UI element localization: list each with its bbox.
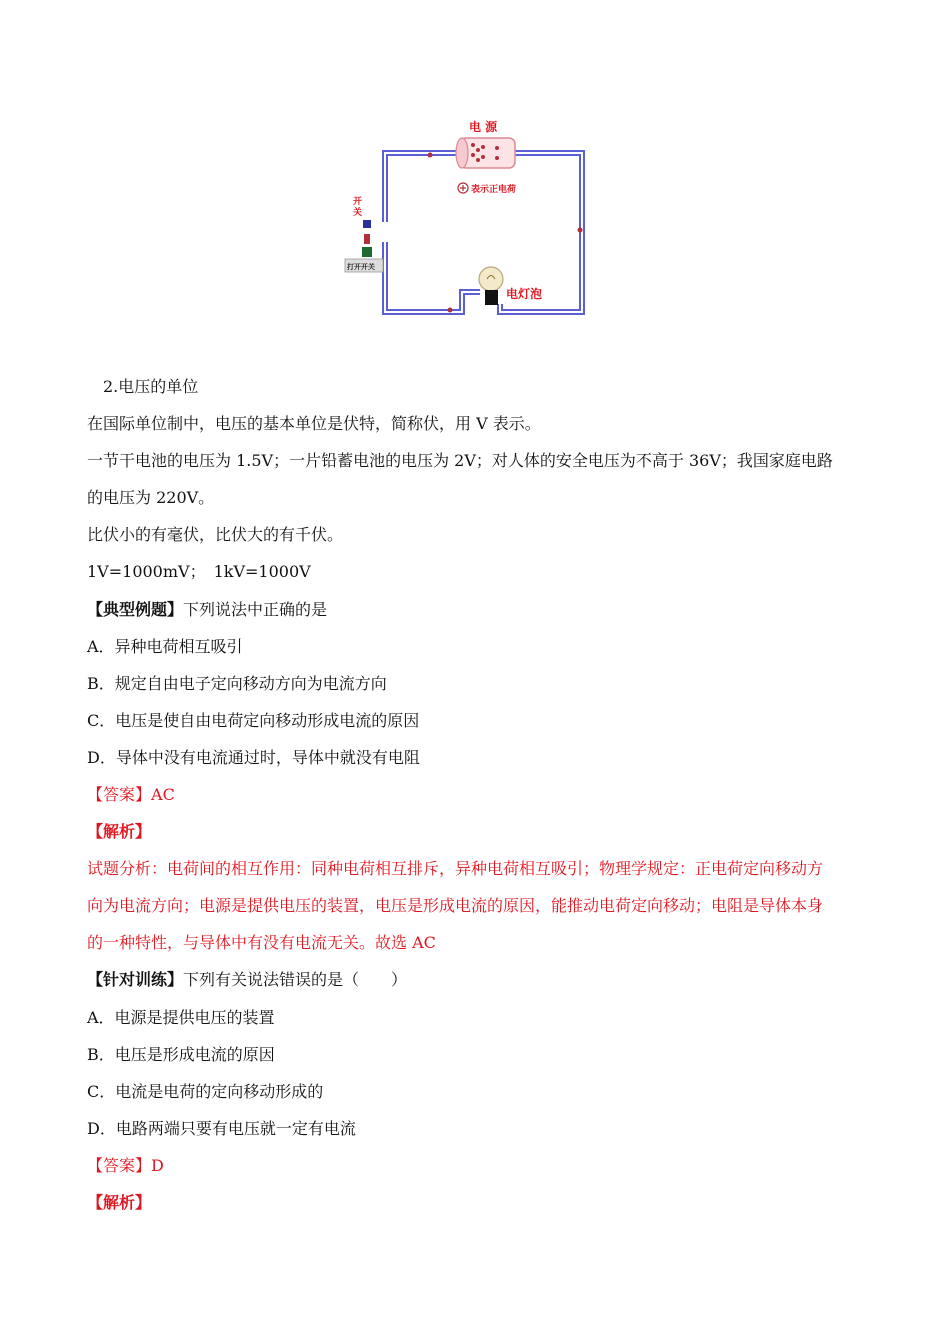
section-heading: 2.电压的单位 [103,377,199,396]
training-answer-value: D [151,1156,164,1175]
training-option-a: A．电源是提供电压的装置 [87,1008,275,1027]
example-option-d: D．导体中没有电流通过时，导体中就没有电阻 [87,748,420,767]
example-analysis-line-2: 向为电流方向；电源是提供电压的装置，电压是形成电流的原因，能推动电荷定向移动；电阻是导体本身 [87,896,824,915]
switch-label-2: 关 [353,208,363,218]
paragraph-unit: 在国际单位制中，电压的基本单位是伏特，简称伏，用 V 表示。 [87,414,541,433]
paragraph-voltages-line-1: 一节干电池的电压为 1.5V；一片铅蓄电池的电压为 2V；对人体的安全电压为不高于 36V；我国家庭电路 [87,451,833,470]
open-switch-label: 打开开关 [347,263,375,271]
positive-charge-label: 表示正电荷 [471,185,517,195]
example-analysis-tag: 【解析】 [87,822,152,841]
paragraph-voltages-line-2: 的电压为 220V。 [87,488,215,507]
training-option-c: C．电流是电荷的定向移动形成的 [87,1082,324,1101]
training-tag: 【针对训练】 [87,970,184,989]
example-option-c: C．电压是使自由电荷定向移动形成电流的原因 [87,711,420,730]
example-tag: 【典型例题】 [87,600,184,619]
positive-charge-icon [458,183,468,193]
training-option-d: D．电路两端只要有电压就一定有电流 [87,1119,356,1138]
circuit-diagram [340,112,600,327]
light-bulb-icon [479,267,503,305]
training-analysis-tag: 【解析】 [87,1193,152,1212]
example-answer [87,785,175,805]
training-question [87,970,407,990]
example-question-text: 下列说法中正确的是 [183,600,328,619]
training-answer [87,1156,164,1176]
battery-icon [456,138,515,168]
example-option-a: A．异种电荷相互吸引 [87,637,243,656]
switch-label-1: 开 [353,197,363,207]
training-answer-tag: 【答案】 [87,1156,152,1175]
example-answer-tag: 【答案】 [87,785,152,804]
power-label: 电 源 [469,120,498,134]
example-answer-value: AC [151,785,175,804]
paragraph-conversions: 1V=1000mV； 1kV=1000V [87,562,311,581]
example-analysis-line-3: 的一种特性，与导体中有没有电流无关。故选 AC [87,933,436,952]
training-question-text: 下列有关说法错误的是（ ） [183,970,408,989]
paragraph-sub-units: 比伏小的有毫伏，比伏大的有千伏。 [87,525,344,544]
example-option-b: B．规定自由电子定向移动方向为电流方向 [87,674,387,693]
example-question [87,600,327,620]
example-analysis-line-1: 试题分析：电荷间的相互作用：同种电荷相互排斥，异种电荷相互吸引；物理学规定：正电荷定向移动方 [87,859,824,878]
training-option-b: B．电压是形成电流的原因 [87,1045,275,1064]
bulb-label: 电灯泡 [506,287,543,301]
